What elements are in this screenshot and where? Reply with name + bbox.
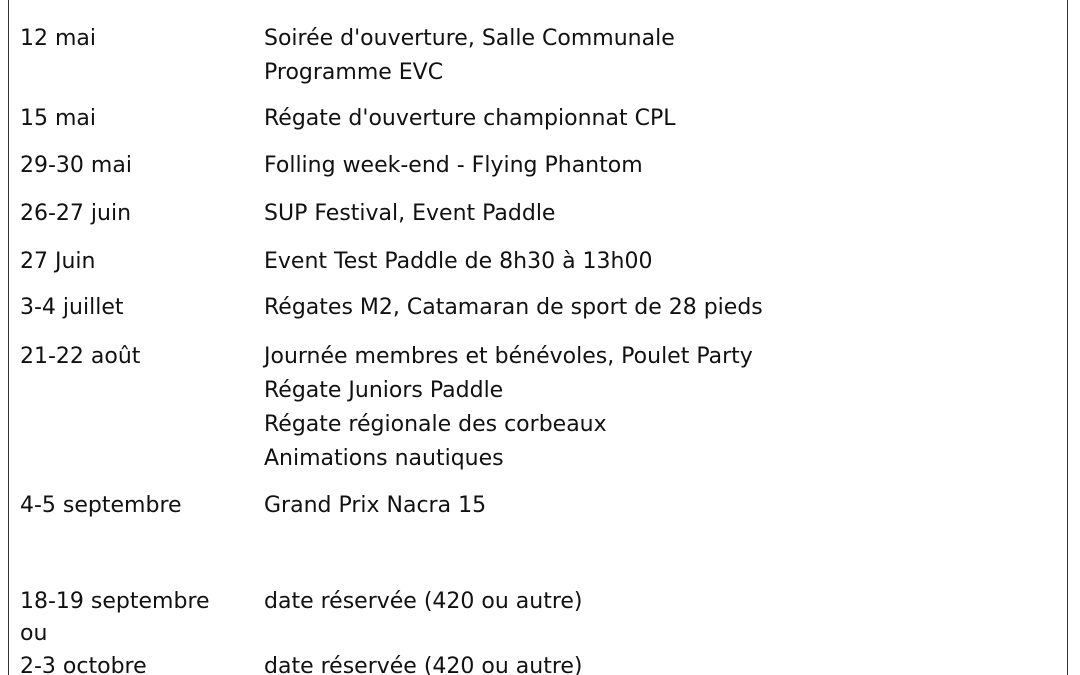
row-date: 12 mai [20, 26, 97, 51]
row-events [264, 340, 753, 476]
row-date: 18-19 septembre [20, 589, 210, 614]
event-line: Programme EVC [264, 60, 444, 85]
row-date: 2-3 octobre [20, 654, 147, 675]
event-line: Event Test Paddle de 8h30 à 13h00 [264, 249, 653, 274]
row-date: 15 mai [20, 106, 97, 131]
schedule-table [8, 0, 1068, 675]
row-events [264, 102, 675, 136]
event-line: Régates M2, Catamaran de sport de 28 pieds [264, 295, 763, 320]
event-line: date réservée (420 ou autre) [264, 654, 583, 675]
row-events [264, 650, 583, 675]
event-line: Animations nautiques [264, 446, 504, 471]
row-date: ou [20, 621, 48, 646]
row-events [264, 245, 653, 279]
row-date: 3-4 juillet [20, 295, 124, 320]
row-events [264, 197, 555, 231]
row-date: 26-27 juin [20, 201, 132, 226]
event-line: Folling week-end - Flying Phantom [264, 153, 643, 178]
event-line: date réservée (420 ou autre) [264, 589, 583, 614]
event-line: SUP Festival, Event Paddle [264, 201, 556, 226]
row-events [264, 291, 763, 325]
row-date: 27 Juin [20, 249, 96, 274]
event-line: Régate d'ouverture championnat CPL [264, 106, 676, 131]
event-line: Soirée d'ouverture, Salle Communale [264, 26, 675, 51]
row-events [264, 585, 583, 619]
row-events [264, 149, 643, 183]
row-events [264, 22, 675, 90]
row-events [264, 489, 486, 523]
row-date: 4-5 septembre [20, 493, 182, 518]
event-line: Journée membres et bénévoles, Poulet Party [264, 344, 753, 369]
event-line: Régate Juniors Paddle [264, 378, 504, 403]
event-line: Régate régionale des corbeaux [264, 412, 607, 437]
row-date: 21-22 août [20, 344, 141, 369]
row-date: 29-30 mai [20, 153, 132, 178]
event-line: Grand Prix Nacra 15 [264, 493, 487, 518]
